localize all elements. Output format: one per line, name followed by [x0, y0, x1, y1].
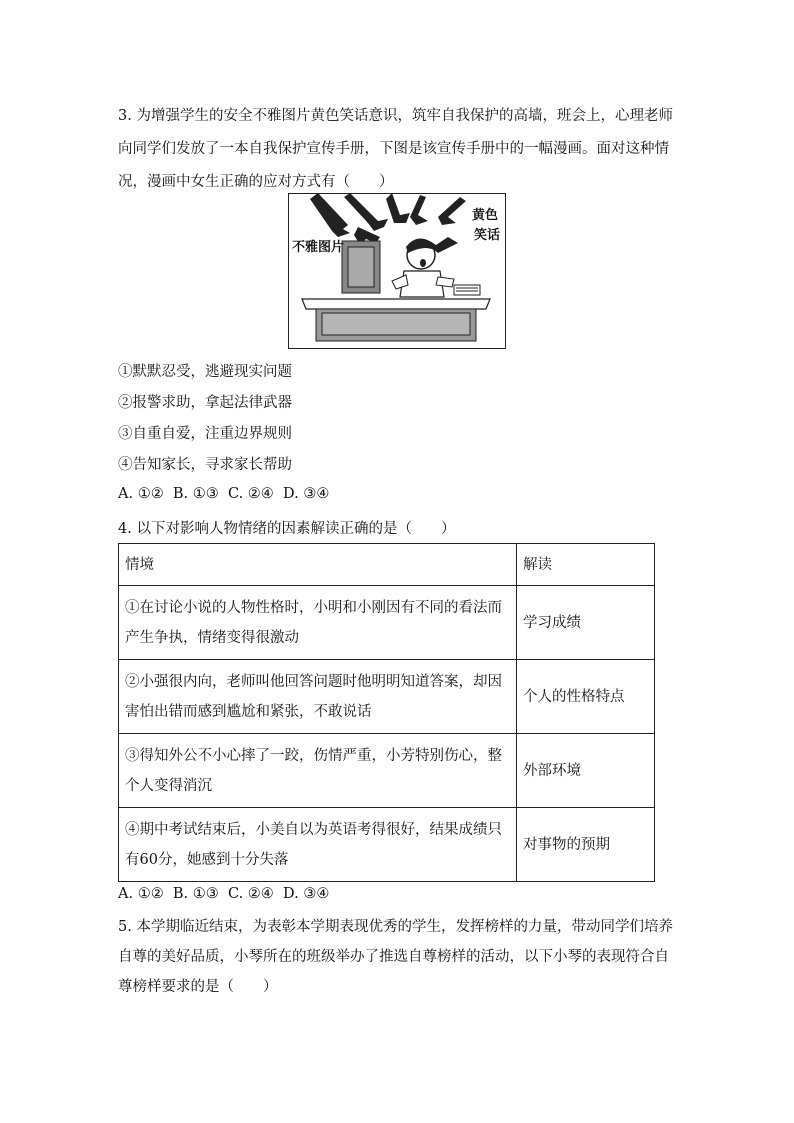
table-row [119, 586, 655, 660]
q3-item-1: ①默默忍受，逃避现实问题 [118, 364, 292, 380]
table-row [119, 660, 655, 734]
table-row [119, 808, 655, 882]
table-cell-reading: 个人的性格特点 [517, 660, 655, 734]
table-cell-reading: 对事物的预期 [517, 808, 655, 882]
cartoon-illustration [288, 193, 506, 349]
q3-item-3: ③自重自爱，注重边界规则 [118, 426, 292, 442]
table-cell-situation: ③得知外公不小心摔了一跤，伤情严重，小芳特别伤心，整个人变得消沉 [119, 734, 517, 808]
question-4-stem: 4. 以下对影响人物情绪的因素解读正确的是（ ） [118, 521, 456, 537]
table-cell-situation: ④期中考试结束后，小美自以为英语考得很好，结果成绩只有60分，她感到十分失落 [119, 808, 517, 882]
table-header-row [119, 544, 655, 586]
table-cell-reading: 外部环境 [517, 734, 655, 808]
question-3-stem: 3. 为增强学生的安全不雅图片黄色笑话意识，筑牢自我保护的高墙，班会上，心理老师向同学们发放了一本自我保护宣传手册，下图是该宣传手册中的一幅漫画。面对这种情况，漫画中女生正确的应对方式有（ ） [118, 108, 673, 190]
table-header: 解读 [517, 544, 655, 586]
question-5-stem: 5. 本学期临近结束，为表彰本学期表现优秀的学生，发挥榜样的力量，带动同学们培养自尊的美好品质，小琴所在的班级举办了推选自尊榜样的活动，以下小琴的表现符合自尊榜样要求的是（ ） [118, 919, 673, 995]
cartoon-label-right-1: 黄色 [472, 208, 499, 223]
q4-choices: A. ①② B. ①③ C. ②④ D. ③④ [118, 886, 330, 902]
factor-table [118, 543, 655, 882]
table-cell-situation: ①在讨论小说的人物性格时，小明和小刚因有不同的看法而产生争执，情绪变得很激动 [119, 586, 517, 660]
q3-item-2: ②报警求助，拿起法律武器 [118, 395, 292, 411]
table-row [119, 734, 655, 808]
table-cell-reading: 学习成绩 [517, 586, 655, 660]
q3-choices: A. ①② B. ①③ C. ②④ D. ③④ [118, 486, 330, 502]
cartoon-label-right-2: 笑话 [474, 228, 501, 243]
table-cell-situation: ②小强很内向，老师叫他回答问题时他明明知道答案，却因害怕出错而感到尴尬和紧张，不敢说话 [119, 660, 517, 734]
cartoon-label-left: 不雅图片 [292, 240, 345, 255]
table-header: 情境 [119, 544, 517, 586]
q3-item-4: ④告知家长，寻求家长帮助 [118, 457, 292, 473]
